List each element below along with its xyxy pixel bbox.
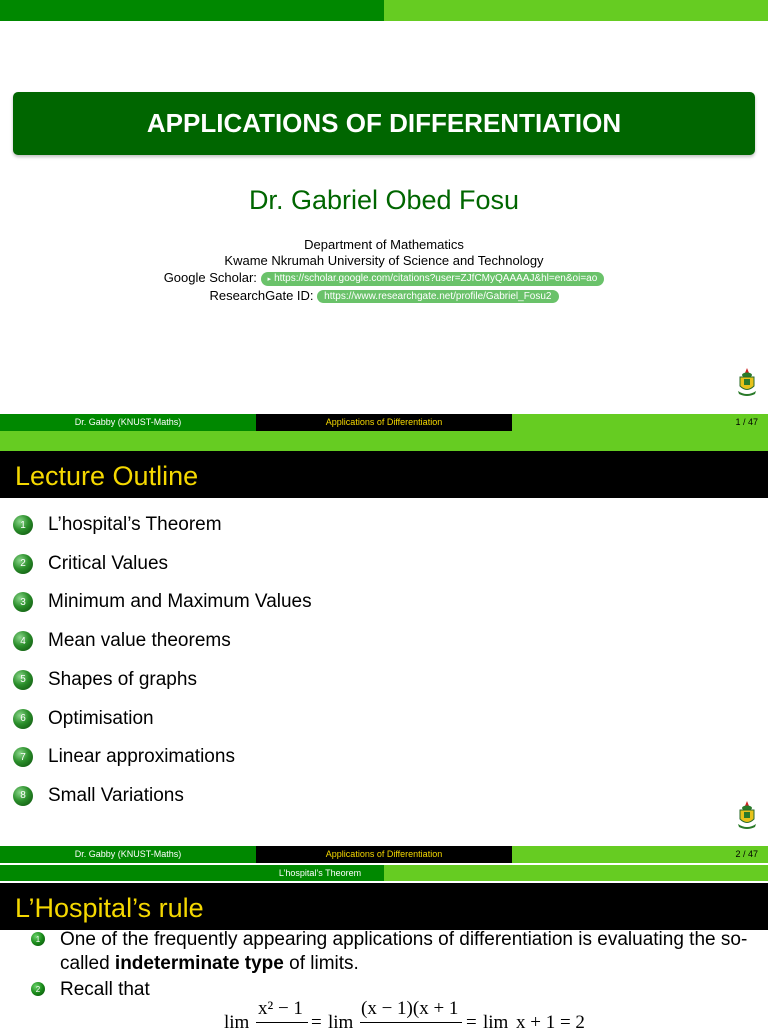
outline-item[interactable] [13, 706, 154, 732]
play-icon: ▸ [267, 276, 272, 283]
header-bar-light [384, 0, 768, 21]
outline-label: Optimisation [48, 707, 154, 729]
outline-label: L’hospital’s Theorem [48, 514, 222, 535]
outline-label: Mean value theorems [48, 630, 231, 652]
google-scholar-link[interactable]: ▸ https://scholar.google.com/citations?user=ZJfCMyQAAAAJ&hl=en&oi=ao [261, 272, 605, 286]
frame-title: Lecture Outline [15, 461, 199, 491]
outline-number-ball: 3 [13, 592, 33, 612]
outline-number-ball: 1 [13, 515, 33, 535]
google-scholar-line [0, 270, 768, 286]
footer-page: 1 / 47 [512, 414, 768, 431]
department: Department of Mathematics [304, 237, 464, 252]
fraction-bar [256, 1022, 308, 1023]
bullet-ball: 2 [31, 982, 45, 996]
researchgate-line [0, 288, 768, 304]
header-bar-2 [0, 431, 768, 451]
frame-title: L’Hospital’s rule [15, 893, 204, 923]
math-equals-1: = [311, 1012, 322, 1033]
math-lim-1: lim [224, 1012, 250, 1033]
bullet-ball: 1 [31, 932, 45, 946]
bullet-2 [31, 978, 150, 1002]
outline-item[interactable] [13, 512, 222, 538]
footer-2 [0, 846, 768, 863]
footer-title: Applications of Differentiation [256, 414, 512, 431]
footer-author: Dr. Gabby (KNUST-Maths) [0, 846, 256, 863]
author-name: Dr. Gabriel Obed Fosu [248, 185, 520, 215]
outline-number-ball: 5 [13, 670, 33, 690]
bullet-text: Recall that [60, 979, 150, 1000]
footer-title: Applications of Differentiation [256, 846, 512, 863]
knust-crest-icon [735, 367, 759, 397]
section-strip-right [384, 865, 768, 881]
researchgate-label: ResearchGate ID: [209, 288, 314, 303]
math-numerator-2: (x − 1)(x + 1 [361, 998, 459, 1019]
outline-label: Minimum and Maximum Values [48, 591, 312, 613]
frame-title-bar [0, 451, 768, 498]
presentation-title: APPLICATIONS OF DIFFERENTIATION [146, 108, 622, 138]
outline-number-ball: 4 [13, 631, 33, 651]
bullet-text: One of the frequently appearing applications of differentiation is evaluating the so-called indeterminate type of limits. [60, 929, 748, 974]
section-strip-left [0, 865, 256, 881]
footer-page: 2 / 47 [512, 846, 768, 863]
outline-number-ball: 2 [13, 554, 33, 574]
section-name[interactable]: L’hospital’s Theorem [256, 865, 384, 881]
knust-crest-icon [735, 800, 759, 830]
math-lim-3: lim [483, 1012, 509, 1033]
fraction-bar [360, 1022, 462, 1023]
outline-number-ball: 6 [13, 709, 33, 729]
math-equals-2: = [466, 1012, 477, 1033]
math-tail: x + 1 = 2 [516, 1012, 585, 1033]
frame-title-bar-3 [0, 883, 768, 930]
outline-label: Shapes of graphs [48, 668, 197, 690]
outline-label: Critical Values [48, 552, 169, 574]
math-numerator-1: x² − 1 [258, 998, 303, 1019]
outline-number-ball: 8 [13, 786, 33, 806]
outline-item[interactable] [13, 551, 168, 577]
outline-item[interactable] [13, 589, 312, 615]
outline-label: Linear approximations [48, 746, 235, 768]
outline-item[interactable] [13, 744, 235, 770]
bullet-1 [31, 928, 756, 976]
footer-author: Dr. Gabby (KNUST-Maths) [0, 414, 256, 431]
footer-1 [0, 414, 768, 431]
researchgate-link[interactable]: https://www.researchgate.net/profile/Gabriel_Fosu2 [317, 290, 558, 303]
header-bar-dark [0, 0, 384, 21]
math-lim-2: lim [328, 1012, 354, 1033]
google-scholar-label: Google Scholar: [163, 270, 257, 285]
title-box [13, 92, 755, 155]
outline-item[interactable] [13, 667, 197, 693]
university: Kwame Nkrumah University of Science and Technology [224, 253, 544, 268]
outline-label: Small Variations [48, 784, 184, 806]
outline-item[interactable] [13, 628, 231, 654]
outline-item[interactable] [13, 783, 184, 809]
outline-number-ball: 7 [13, 747, 33, 767]
